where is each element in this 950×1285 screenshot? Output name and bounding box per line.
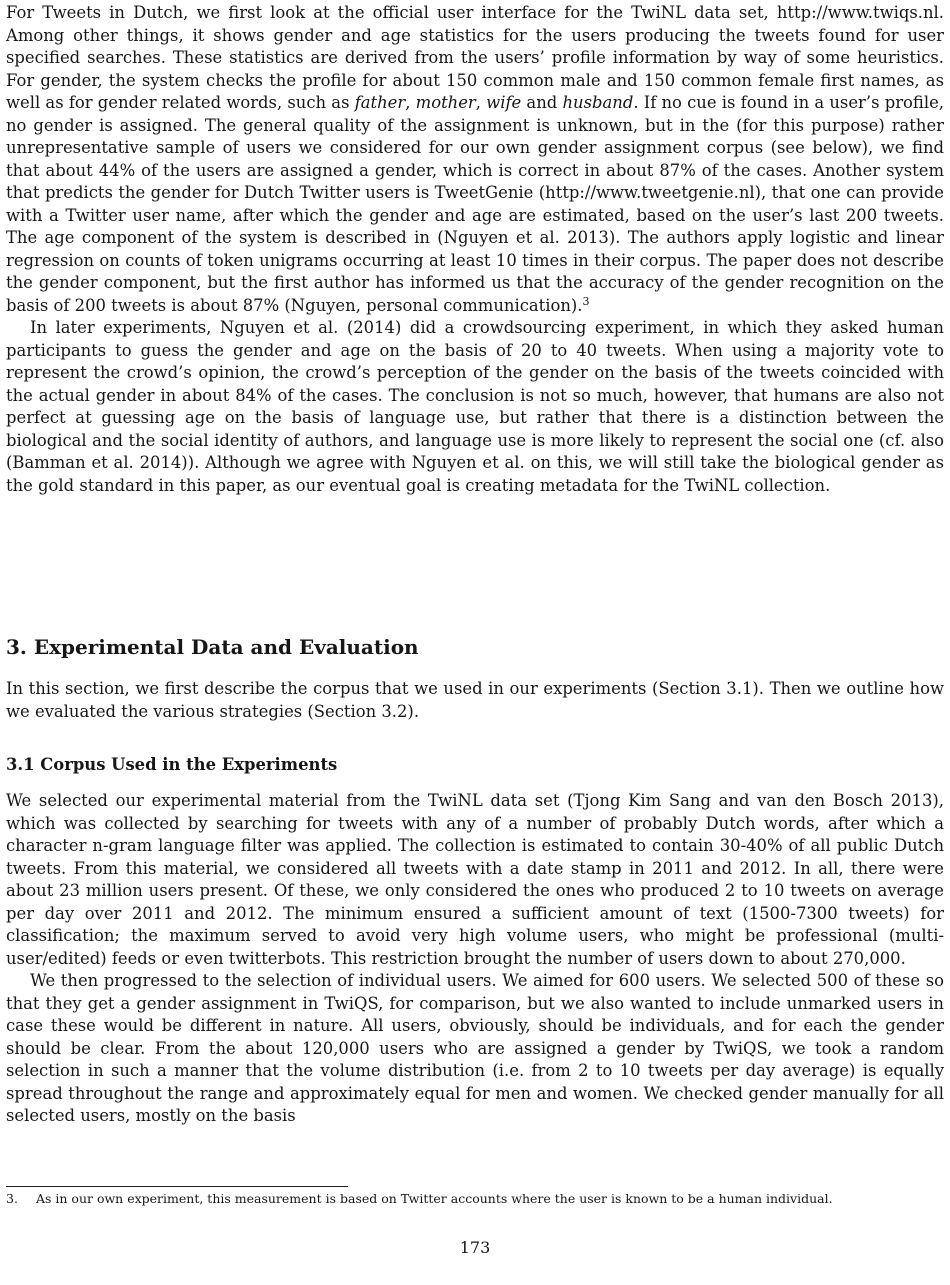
paragraph-user-selection: We then progressed to the selection of individual users. We aimed for 600 users. We selected 500 of these so that they get a gender assignment in TwiQS, for comparison, but we also wanted to include unmarked users in case these would be different in nature. All users, obviously, should be individuals, and for each the gender should be clear. From the about 120,000 users who are assigned a gender by TwiQS, we took a random selection in such a manner that the volume distribution (i.e. from 2 to 10 tweets per day average) is equally spread throughout the range and approximately equal for men and women. We checked gender manually for all selected users, mostly on the basis xyxy=(6,971,944,1125)
intro-block xyxy=(6,2,944,497)
footnote-text: As in our own experiment, this measurement is based on Twitter accounts where the user is known to be a human individual. xyxy=(36,1191,833,1206)
footnote-marker: 3 xyxy=(582,294,590,308)
paper-page xyxy=(6,0,944,1285)
page-number: 173 xyxy=(459,1238,491,1257)
subsection-heading: 3.1 Corpus Used in the Experiments xyxy=(6,755,338,774)
word-husband: husband xyxy=(562,93,634,112)
footnote-rule xyxy=(6,1186,348,1187)
corpus-block xyxy=(6,790,944,1128)
word-wife: wife xyxy=(486,93,522,112)
footnote xyxy=(6,1190,871,1208)
word-mother: mother xyxy=(415,93,476,112)
paragraph-gender-tools: For Tweets in Dutch, we first look at the official user interface for the TwiNL data set, http://www.twiqs.nl. Among other things, it shows gender and age statistics for the users producing the tweets found for user specified searches. These statistics are derived from the users’ profile information by way of some heuristics. For gender, the system checks the profile for about 150 common male and 150 common female first names, as well as for gender related words, such as father, mother, wife and husband. If no cue is found in a user’s profile, no gender is assigned. The general quality of the assignment is unknown, but in the (for this purpose) rather unrepresentative sample of users we considered for our own gender assignment corpus (see below), we find that about 44% of the users are assigned a gender, which is correct in about 87% of the cases. Another system that predicts the gender for Dutch Twitter users is TweetGenie (http://www.tweetgenie.nl), that one can provide with a Twitter user name, after which the gender and age are estimated, based on the user’s last 200 tweets. The age component of the system is described in (Nguyen et al. 2013). The authors apply logistic and linear regression on counts of token unigrams occurring at least 10 times in their corpus. The paper does not describe the gender component, but the first author has informed us that the accuracy of the gender recognition on the basis of 200 tweets is about 87% (Nguyen, personal communication).$^3$ xyxy=(6,3,944,315)
section-intro: In this section, we first describe the corpus that we used in our experiments (Section 3.1). Then we outline how we evaluated the various strategies (Section 3.2). xyxy=(6,679,944,721)
paragraph-corpus-selection: We selected our experimental material from the TwiNL data set (Tjong Kim Sang and van den Bosch 2013), which was collected by searching for tweets with any of a number of probably Dutch words, after which a character n-gram language filter was applied. The collection is estimated to contain 30-40% of all public Dutch tweets. From this material, we considered all tweets with a date stamp in 2011 and 2012. In all, there were about 23 million users present. Of these, we only considered the ones who produced 2 to 10 tweets on average per day over 2011 and 2012. The minimum ensured a sufficient amount of text (1500-7300 tweets) for classification; the maximum served to avoid very high volume users, who might be professional (multi-user/edited) feeds or even twitterbots. This restriction brought the number of users down to about 270,000. xyxy=(6,791,944,968)
word-father: father xyxy=(354,93,406,112)
section-heading: 3. Experimental Data and Evaluation xyxy=(6,635,419,659)
footnote-label: 3. xyxy=(6,1191,18,1206)
paragraph-crowdsourcing: In later experiments, Nguyen et al. (2014) did a crowdsourcing experiment, in which they asked human participants to guess the gender and age on the basis of 20 to 40 tweets. When using a majority vote to represent the crowd’s opinion, the crowd’s perception of the gender on the basis of the tweets coincided with the actual gender in about 84% of the cases. The conclusion is not so much, however, that humans are also not perfect at guessing age on the basis of language use, but rather that there is a distinction between the biological and the social identity of authors, and language use is more likely to represent the social one (cf. also (Bamman et al. 2014)). Although we agree with Nguyen et al. on this, we will still take the biological gender as the gold standard in this paper, as our eventual goal is creating metadata for the TwiNL collection. xyxy=(6,318,944,495)
